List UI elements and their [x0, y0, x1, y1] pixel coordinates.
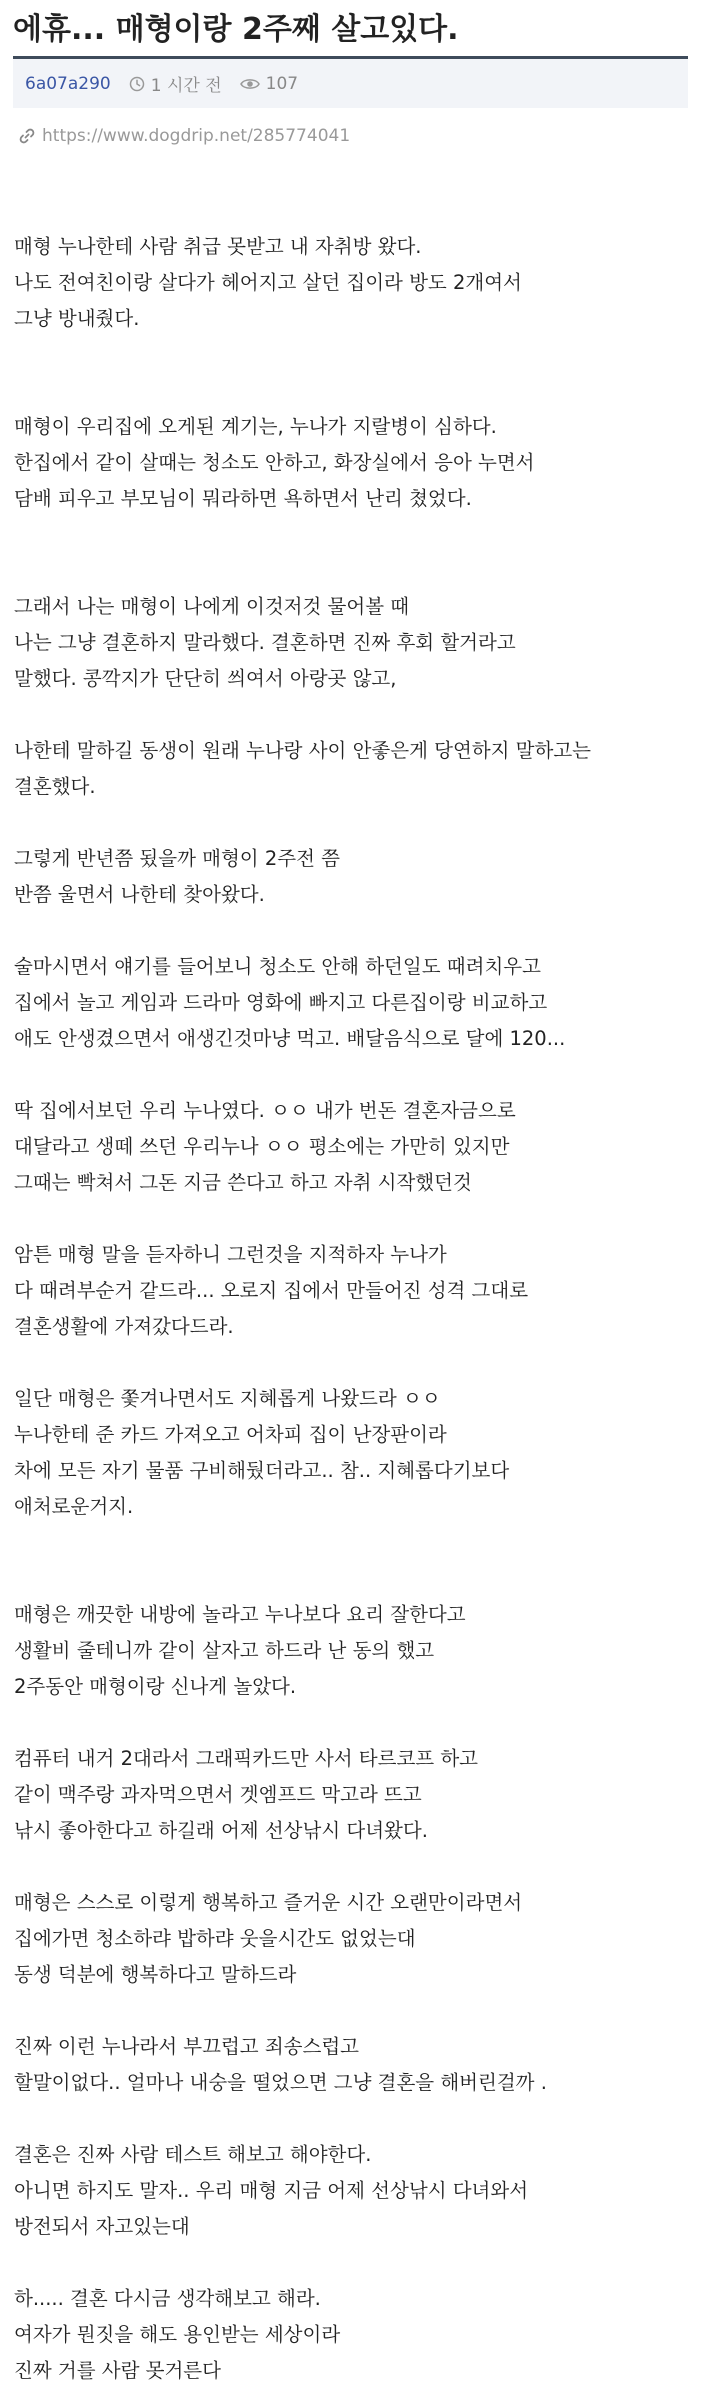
author-link[interactable]: 6a07a290: [25, 73, 111, 94]
blank-line: [14, 1201, 693, 1237]
post-permalink: [0, 108, 701, 148]
body-line: 나한테 말하길 동생이 원래 누나랑 사이 안좋은게 당연하지 말하고는: [14, 739, 592, 762]
body-line: 담배 피우고 부모님이 뭐라하면 욕하면서 난리 쳤었다.: [14, 487, 472, 510]
post-body: [14, 229, 693, 2389]
eye-icon: [240, 77, 260, 91]
clock-icon: [129, 76, 145, 92]
body-line: 그냥 방내줬다.: [14, 307, 140, 330]
body-line: 한집에서 같이 살때는 청소도 안하고, 화장실에서 응아 누면서: [14, 451, 535, 474]
body-line: 나는 그냥 결혼하지 말라했다. 결혼하면 진짜 후회 할거라고: [14, 631, 516, 654]
body-line: 집에서 놀고 게임과 드라마 영화에 빠지고 다른집이랑 비교하고: [14, 991, 548, 1014]
body-line: 결혼은 진짜 사람 테스트 해보고 해야한다.: [14, 2143, 372, 2166]
blank-line: [14, 1705, 693, 1741]
blank-line: [14, 1525, 693, 1561]
body-line: 술마시면서 얘기를 들어보니 청소도 안해 하던일도 때려치우고: [14, 955, 541, 978]
post-time-text: 1 시간 전: [150, 76, 222, 96]
post-meta-bar: [13, 56, 688, 108]
blank-line: [14, 805, 693, 841]
body-line: 나도 전여친이랑 살다가 헤어지고 살던 집이라 방도 2개여서: [14, 271, 522, 294]
blank-line: [14, 517, 693, 553]
body-line: 낚시 좋아한다고 하길래 어제 선상낚시 다녀왔다.: [14, 1819, 428, 1842]
blank-line: [14, 1561, 693, 1597]
body-line: 말했다. 콩깍지가 단단히 씌여서 아랑곳 않고,: [14, 667, 397, 690]
body-line: 애처로운거지.: [14, 1495, 134, 1518]
blank-line: [14, 1057, 693, 1093]
body-line: 방전되서 자고있는대: [14, 2215, 190, 2238]
body-line: 매형 누나한테 사람 취급 못받고 내 자취방 왔다.: [14, 235, 422, 258]
body-line: 일단 매형은 쫓겨나면서도 지혜롭게 나왔드라 ㅇㅇ: [14, 1387, 441, 1410]
blank-line: [14, 1849, 693, 1885]
body-line: 매형이 우리집에 오게된 계기는, 누나가 지랄병이 심하다.: [14, 415, 497, 438]
blank-line: [14, 1993, 693, 2029]
body-line: 대달라고 생떼 쓰던 우리누나 ㅇㅇ 평소에는 가만히 있지만: [14, 1135, 510, 1158]
body-line: 같이 맥주랑 과자먹으면서 겟엠프드 막고라 뜨고: [14, 1783, 422, 1806]
body-line: 암튼 매형 말을 듣자하니 그런것을 지적하자 누나가: [14, 1243, 447, 1266]
body-line: 그때는 빡쳐서 그돈 지금 쓴다고 하고 자취 시작했던것: [14, 1171, 472, 1194]
body-line: 반쯤 울면서 나한테 찾아왔다.: [14, 883, 265, 906]
blank-line: [14, 553, 693, 589]
blank-line: [14, 697, 693, 733]
body-line: 딱 집에서보던 우리 누나였다. ㅇㅇ 내가 번돈 결혼자금으로: [14, 1099, 516, 1122]
blank-line: [14, 2245, 693, 2281]
body-line: 할말이없다.. 얼마나 내숭을 떨었으면 그냥 결혼을 해버린걸까 .: [14, 2071, 547, 2094]
body-line: 그래서 나는 매형이 나에게 이것저것 물어볼 때: [14, 595, 410, 618]
body-line: 다 때려부순거 같드라... 오로지 집에서 만들어진 성격 그대로: [14, 1279, 529, 1302]
body-line: 동생 덕분에 행복하다고 말하드라: [14, 1963, 297, 1986]
blank-line: [14, 913, 693, 949]
body-line: 2주동안 매형이랑 신나게 놀았다.: [14, 1675, 297, 1698]
body-line: 집에가면 청소하랴 밥하랴 웃을시간도 없었는대: [14, 1927, 416, 1950]
body-line: 아니면 하지도 말자.. 우리 매형 지금 어제 선상낚시 다녀와서: [14, 2179, 529, 2202]
body-line: 결혼생활에 가져갔다드라.: [14, 1315, 234, 1338]
link-icon: [18, 127, 36, 145]
post-title: 에휴... 매형이랑 2주째 살고있다.: [13, 12, 459, 47]
body-line: 컴퓨터 내거 2대라서 그래픽카드만 사서 타르코프 하고: [14, 1747, 479, 1770]
blank-line: [14, 1345, 693, 1381]
body-line: 여자가 뭔짓을 해도 용인받는 세상이라: [14, 2323, 341, 2346]
post-time: [129, 71, 222, 96]
blank-line: [14, 337, 693, 373]
body-line: 하..... 결혼 다시금 생각해보고 해라.: [14, 2287, 321, 2310]
body-line: 매형은 스스로 이렇게 행복하고 즐거운 시간 오랜만이라면서: [14, 1891, 523, 1914]
blank-line: [14, 2101, 693, 2137]
blank-line: [14, 373, 693, 409]
body-line: 누나한테 준 카드 가져오고 어차피 집이 난장판이라: [14, 1423, 447, 1446]
body-line: 애도 안생겼으면서 애생긴것마냥 먹고. 배달음식으로 달에 120...: [14, 1027, 566, 1050]
body-line: 그렇게 반년쯤 됬을까 매형이 2주전 쯤: [14, 847, 340, 870]
post-views-count: 107: [265, 73, 299, 94]
body-line: 진짜 거를 사람 못거른다: [14, 2359, 221, 2382]
post-views: [240, 74, 298, 94]
body-line: 결혼했다.: [14, 775, 96, 798]
body-line: 매형은 깨끗한 내방에 놀라고 누나보다 요리 잘한다고: [14, 1603, 466, 1626]
body-line: 생활비 줄테니까 같이 살자고 하드라 난 동의 했고: [14, 1639, 435, 1662]
post-url-link[interactable]: https://www.dogdrip.net/285774041: [42, 126, 351, 146]
body-line: 진짜 이런 누나라서 부끄럽고 죄송스럽고: [14, 2035, 360, 2058]
body-line: 차에 모든 자기 물품 구비해뒀더라고.. 참.. 지혜롭다기보다: [14, 1459, 510, 1482]
